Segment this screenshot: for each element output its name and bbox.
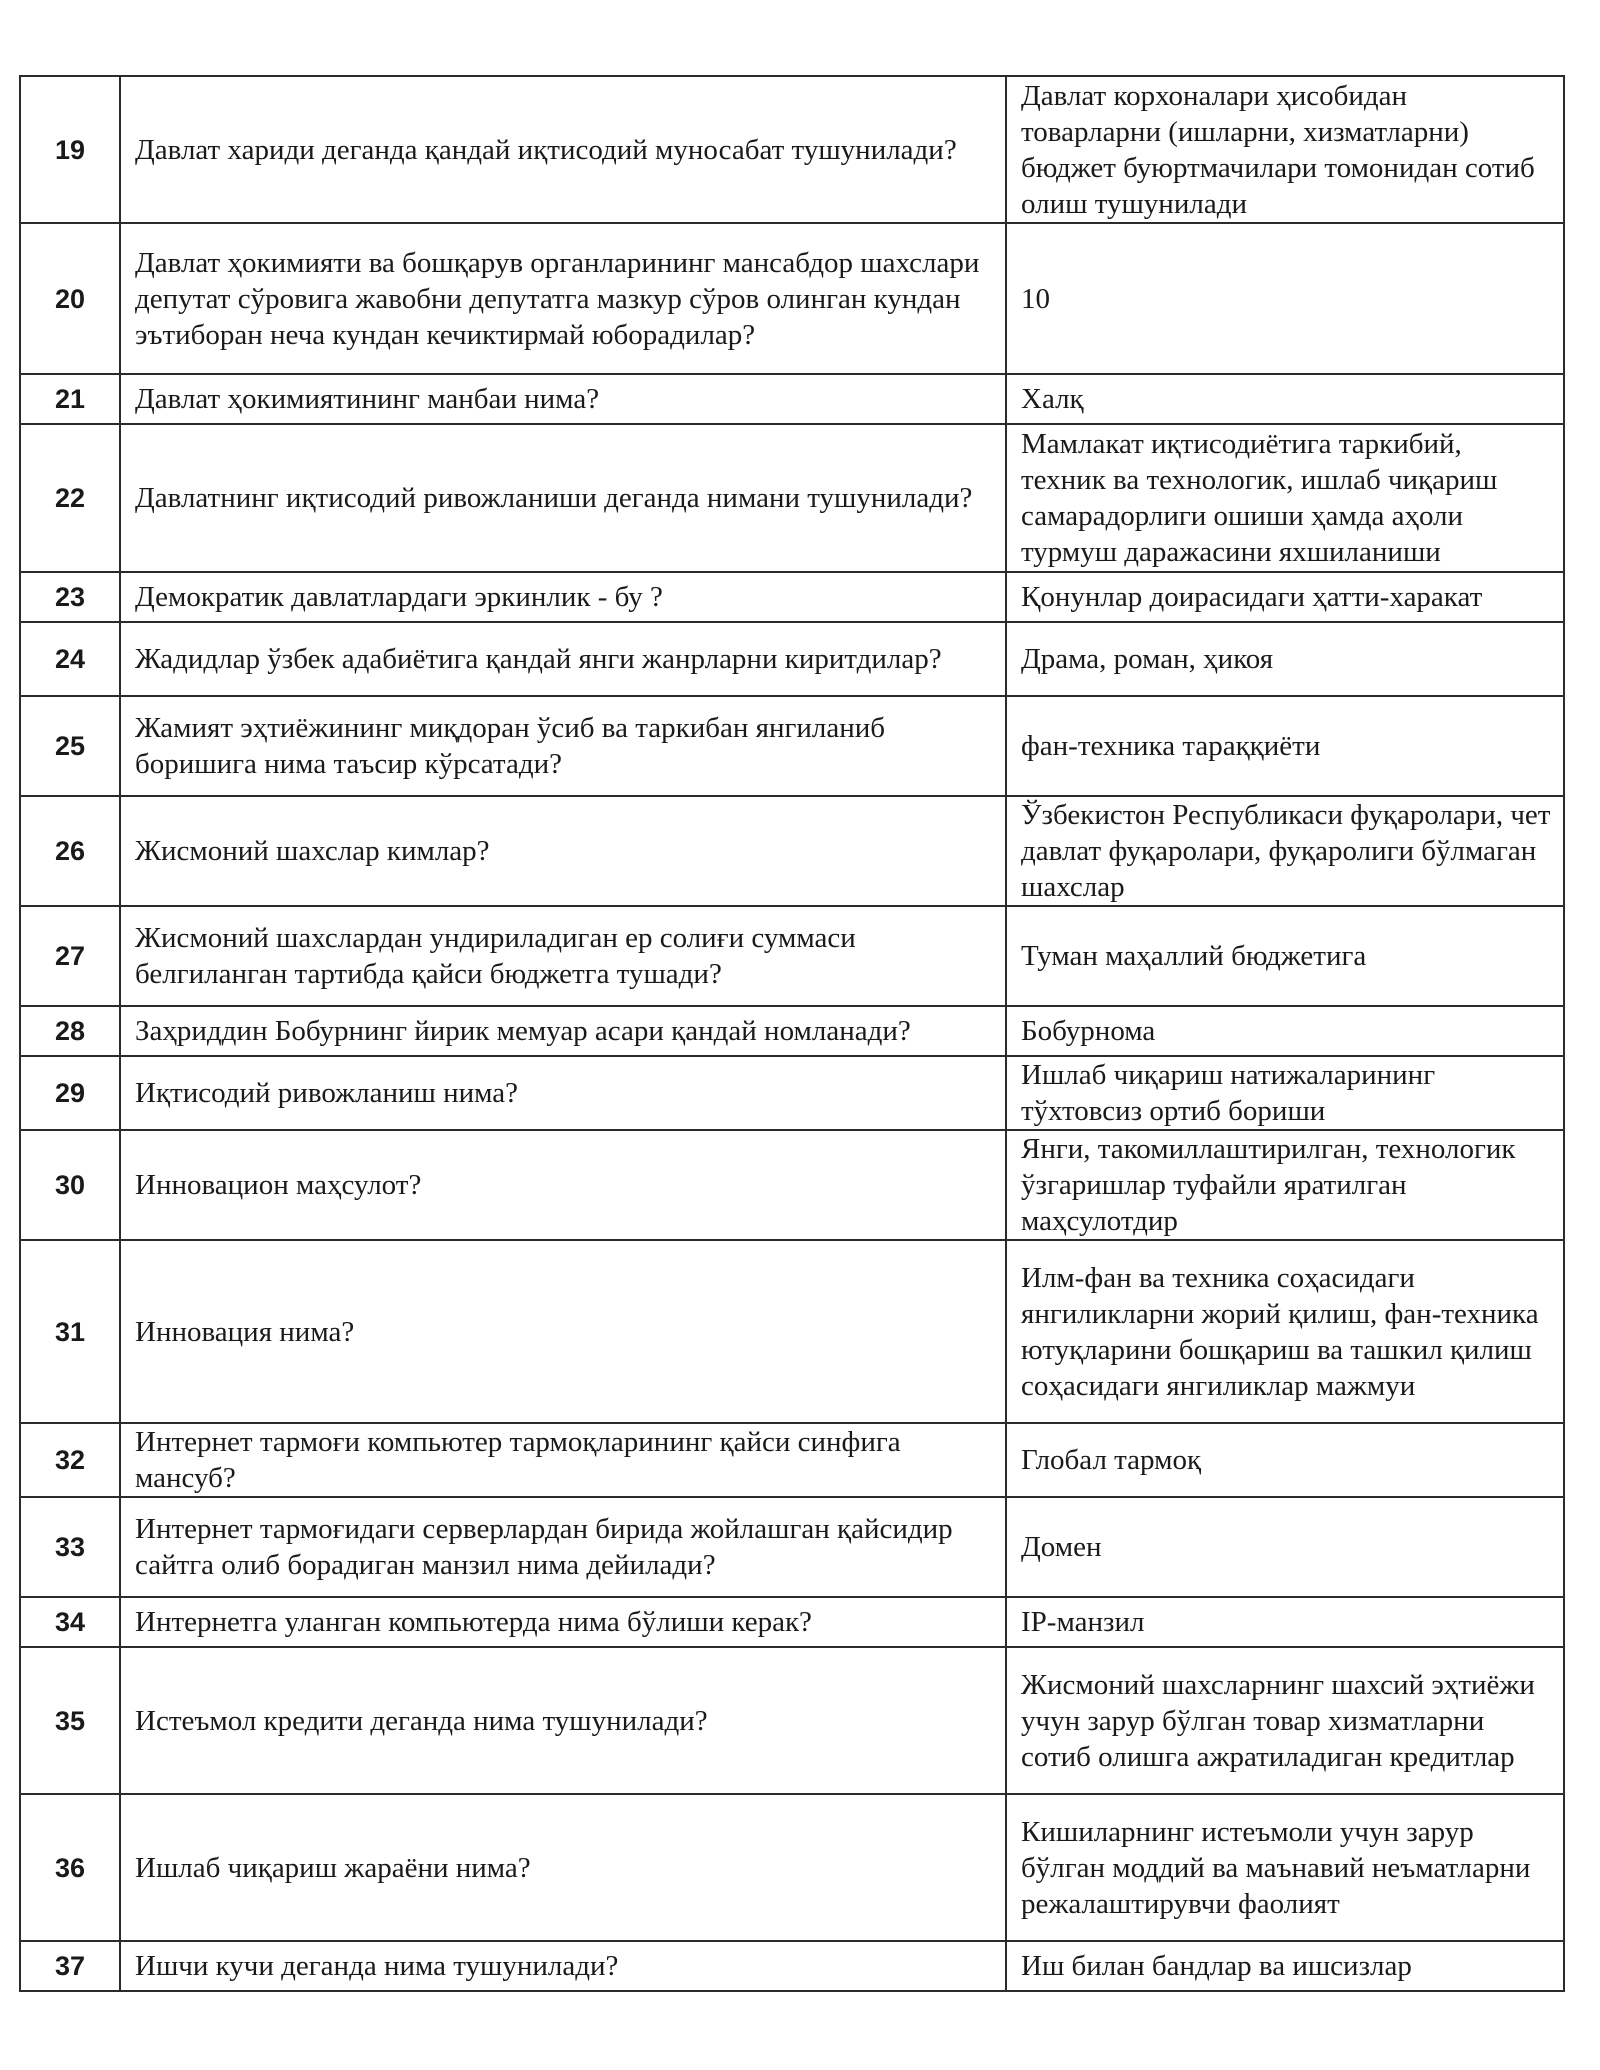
row-number: 23 <box>20 572 120 622</box>
answer-cell: 10 <box>1006 223 1564 374</box>
question-cell: Жисмоний шахслар кимлар? <box>120 796 1006 906</box>
answer-cell: Драма, роман, ҳикоя <box>1006 622 1564 696</box>
answer-cell: Кишиларнинг истеъмоли учун зарур бўлган моддий ва маънавий неъматларни режалаштирувчи фаолият <box>1006 1794 1564 1941</box>
row-number: 21 <box>20 374 120 424</box>
answer-cell: фан-техника тараққиёти <box>1006 696 1564 796</box>
question-cell: Интернетга уланган компьютерда нима бўлиши керак? <box>120 1597 1006 1647</box>
question-cell: Жамият эҳтиёжининг миқдоран ўсиб ва таркибан янгиланиб боришига нима таъсир кўрсатади? <box>120 696 1006 796</box>
row-number: 36 <box>20 1794 120 1941</box>
answer-cell: Мамлакат иқтисодиётига таркибий, техник ва технологик, ишлаб чиқариш самарадорлиги ошиши ҳамда аҳоли турмуш даражасини яхшиланиши <box>1006 424 1564 572</box>
row-number: 19 <box>20 76 120 223</box>
row-number: 37 <box>20 1941 120 1991</box>
table-row <box>20 1006 1564 1056</box>
row-number: 22 <box>20 424 120 572</box>
question-cell: Демократик давлатлардаги эркинлик - бу ? <box>120 572 1006 622</box>
table-row <box>20 1597 1564 1647</box>
question-cell: Инновацион маҳсулот? <box>120 1130 1006 1240</box>
answer-cell: Давлат корхоналари ҳисобидан товарларни (ишларни, хизматларни) бюджет буюртмачилари томонидан сотиб олиш тушунилади <box>1006 76 1564 223</box>
question-cell: Давлат ҳокимиятининг манбаи нима? <box>120 374 1006 424</box>
table-row <box>20 1647 1564 1794</box>
table-row <box>20 1056 1564 1130</box>
answer-cell: Туман маҳаллий бюджетига <box>1006 906 1564 1006</box>
table-row <box>20 696 1564 796</box>
answer-cell: Домен <box>1006 1497 1564 1597</box>
row-number: 26 <box>20 796 120 906</box>
answer-cell: Ишлаб чиқариш натижаларининг тўхтовсиз ортиб бориши <box>1006 1056 1564 1130</box>
row-number: 30 <box>20 1130 120 1240</box>
table-row <box>20 572 1564 622</box>
table-row <box>20 1794 1564 1941</box>
question-cell: Давлатнинг иқтисодий ривожланиши деганда нимани тушунилади? <box>120 424 1006 572</box>
table-row <box>20 1423 1564 1497</box>
table-row <box>20 796 1564 906</box>
table-row <box>20 1941 1564 1991</box>
row-number: 28 <box>20 1006 120 1056</box>
answer-cell: Глобал тармоқ <box>1006 1423 1564 1497</box>
answer-cell: Халқ <box>1006 374 1564 424</box>
answer-cell: Янги, такомиллаштирилган, технологик ўзгаришлар туфайли яратилган маҳсулотдир <box>1006 1130 1564 1240</box>
answer-cell: Қонунлар доирасидаги ҳатти-харакат <box>1006 572 1564 622</box>
table-row <box>20 1497 1564 1597</box>
row-number: 32 <box>20 1423 120 1497</box>
answer-cell: Бобурнома <box>1006 1006 1564 1056</box>
question-cell: Ишлаб чиқариш жараёни нима? <box>120 1794 1006 1941</box>
table-row <box>20 1130 1564 1240</box>
table-row <box>20 424 1564 572</box>
row-number: 35 <box>20 1647 120 1794</box>
row-number: 33 <box>20 1497 120 1597</box>
table-row <box>20 622 1564 696</box>
question-cell: Интернет тармоғидаги серверлардан бирида жойлашган қайсидир сайтга олиб борадиган манзил нима дейилади? <box>120 1497 1006 1597</box>
row-number: 29 <box>20 1056 120 1130</box>
answer-cell: Жисмоний шахсларнинг шахсий эҳтиёжи учун зарур бўлган товар хизматларни сотиб олишга ажратиладиган кредитлар <box>1006 1647 1564 1794</box>
answer-cell: IP-манзил <box>1006 1597 1564 1647</box>
qa-table-body <box>20 76 1564 1991</box>
question-cell: Истеъмол кредити деганда нима тушунилади? <box>120 1647 1006 1794</box>
question-cell: Давлат хариди деганда қандай иқтисодий муносабат тушунилади? <box>120 76 1006 223</box>
answer-cell: Иш билан бандлар ва ишсизлар <box>1006 1941 1564 1991</box>
table-row <box>20 1240 1564 1423</box>
answer-cell: Илм-фан ва техника соҳасидаги янгиликларни жорий қилиш, фан-техника ютуқларини бошқариш ва ташкил қилиш соҳасидаги янгиликлар мажмуи <box>1006 1240 1564 1423</box>
question-cell: Интернет тармоғи компьютер тармоқларининг қайси синфига мансуб? <box>120 1423 1006 1497</box>
row-number: 20 <box>20 223 120 374</box>
question-cell: Иқтисодий ривожланиш нима? <box>120 1056 1006 1130</box>
question-cell: Жисмоний шахслардан ундириладиган ер солиғи суммаси белгиланган тартибда қайси бюджетга тушади? <box>120 906 1006 1006</box>
row-number: 27 <box>20 906 120 1006</box>
table-row <box>20 76 1564 223</box>
row-number: 25 <box>20 696 120 796</box>
question-cell: Жадидлар ўзбек адабиётига қандай янги жанрларни киритдилар? <box>120 622 1006 696</box>
question-cell: Давлат ҳокимияти ва бошқарув органларининг мансабдор шахслари депутат сўровига жавобни депутатга мазкур сўров олинган кундан эътиборан неча кундан кечиктирмай юборадилар? <box>120 223 1006 374</box>
qa-table <box>19 75 1565 1992</box>
row-number: 34 <box>20 1597 120 1647</box>
answer-cell: Ўзбекистон Республикаси фуқаролари, чет давлат фуқаролари, фуқаролиги бўлмаган шахслар <box>1006 796 1564 906</box>
question-cell: Заҳриддин Бобурнинг йирик мемуар асари қандай номланади? <box>120 1006 1006 1056</box>
table-row <box>20 906 1564 1006</box>
question-cell: Ишчи кучи деганда нима тушунилади? <box>120 1941 1006 1991</box>
row-number: 24 <box>20 622 120 696</box>
question-cell: Инновация нима? <box>120 1240 1006 1423</box>
row-number: 31 <box>20 1240 120 1423</box>
table-row <box>20 374 1564 424</box>
table-row <box>20 223 1564 374</box>
